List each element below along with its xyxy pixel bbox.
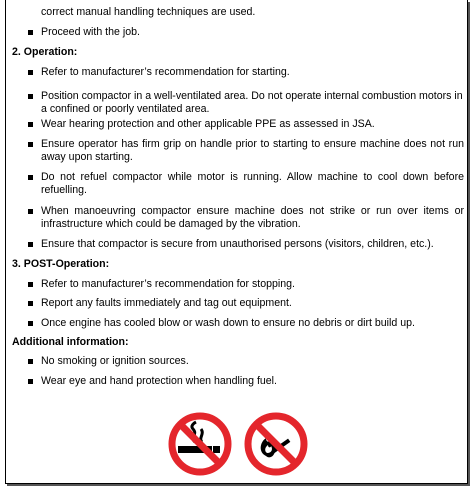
section-heading-post-operation: 3. POST-Operation: — [12, 258, 110, 270]
no-open-flame-icon — [244, 412, 308, 476]
list-item-text: Wear eye and hand protection when handling fuel. — [41, 375, 277, 387]
list-item-text: Proceed with the job. — [41, 26, 140, 38]
list-item-text: Refer to manufacturer’s recommendation for stopping. — [41, 278, 295, 290]
bullet-icon — [28, 70, 33, 75]
bullet-icon — [28, 321, 33, 326]
no-smoking-icon — [168, 412, 232, 476]
bullet-icon — [28, 142, 33, 147]
list-item-text: Do not refuel compactor while motor is running. Allow machine to cool down before refuelling. — [41, 171, 464, 196]
list-item-text: Refer to manufacturer’s recommendation for starting. — [41, 66, 290, 78]
list-item-text: Once engine has cooled blow or wash down to ensure no debris or dirt build up. — [41, 317, 415, 329]
section-heading-operation: 2. Operation: — [12, 46, 78, 58]
bullet-icon — [28, 175, 33, 180]
bullet-icon — [28, 94, 33, 99]
bullet-icon — [28, 209, 33, 214]
bullet-icon — [28, 379, 33, 384]
bullet-icon — [28, 122, 33, 127]
list-item-text: When manoeuvring compactor ensure machine does not strike or run over items or infrastructure which could be damaged by the vibration. — [41, 205, 464, 230]
list-item-text: correct manual handling techniques are used. — [41, 6, 256, 18]
list-item-text: Report any faults immediately and tag out equipment. — [41, 297, 292, 309]
list-item-text: Position compactor in a well-ventilated area. Do not operate internal combustion motors in a confined or poorly ventilated area. — [41, 90, 463, 115]
list-item-text: Wear hearing protection and other applicable PPE as assessed in JSA. — [41, 118, 375, 130]
bullet-icon — [28, 242, 33, 247]
bullet-icon — [28, 30, 33, 35]
list-item-text: Ensure that compactor is secure from unauthorised persons (visitors, children, etc.). — [41, 238, 434, 250]
list-item-text: Ensure operator has firm grip on handle prior to starting to ensure machine does not run away upon starting. — [41, 138, 464, 163]
bullet-icon — [28, 359, 33, 364]
bullet-icon — [28, 301, 33, 306]
list-item-text: No smoking or ignition sources. — [41, 355, 189, 367]
bullet-icon — [28, 282, 33, 287]
section-heading-additional: Additional information: — [12, 336, 129, 348]
safety-signs — [0, 412, 474, 482]
